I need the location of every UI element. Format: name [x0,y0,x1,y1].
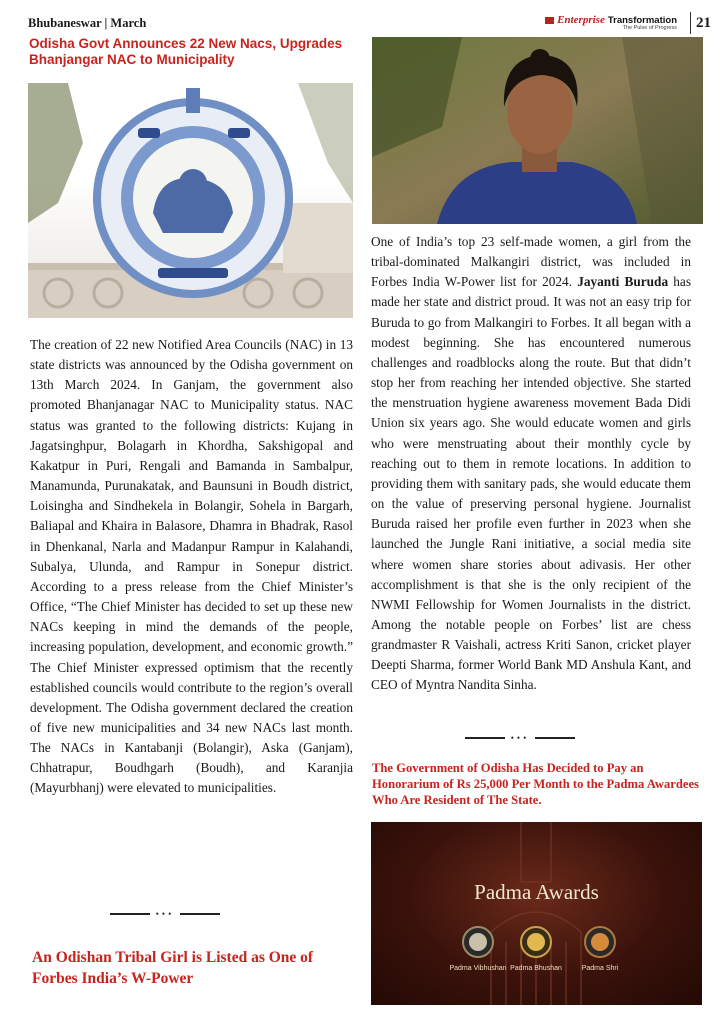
padma-awards-image [371,822,702,1005]
brand-name-italic: Enterprise [557,14,605,26]
article1-headline: Odisha Govt Announces 22 New Nacs, Upgrades Bhanjangar NAC to Municipality [29,36,343,67]
padma-title: Padma Awards [474,880,599,904]
separator-line [535,737,575,739]
padma-medals [463,927,615,957]
article1-body: The creation of 22 new Notified Area Councils (NAC) in 13 state districts was announced by the Odisha government on 13th March 2024. In Ganjam, the government also promoted Bhanjanagar NAC to Municipality status. NAC status was granted to the following districts: Kujang in Jagatsinghpur, Bolagarh in Khordha, Sakshigopal and Kakatpur in Puri, Rengali and Bamanda in Sambalpur, Manamunda, Purunakatak, and Baunsuni in Boudh district, Loisingha and Sindhekela in Bolangir, Sohela in Bargarh, Baliapal and Khaira in Balasore, Dhamra in Bhadrak, Rasol in Dhenkanal, Narla and Madanpur Rampur in Kalahandi, Subalya, Ulunda, and Rampur in Sonepur district. According to a press release from the Chief Minister’s Office, “The Chief Minister has decided to set up these new NACs keeping in mind the demands of the people, increasing population, development, and economic growth.” The Chief Minister expressed optimism that the recently established councils would contribute to the region’s overall development. The Odisha government declared the creation of five new municipalities and 34 new NACs last month. The NACs in Kantabanji (Bolangir), Aska (Ganjam), Chhatrapur, Boudhgarh (Boudh), and Karanjia (Mayurbhanj) were elevated to municipalities. [30,337,353,796]
page-number: 21 [690,12,711,34]
article2-headline: An Odishan Tribal Girl is Listed as One of Forbes India’s W-Power [32,949,314,987]
brand-name-bold: Transformation [607,14,677,26]
article2-person-name: Jayanti Buruda [577,274,669,290]
medal-label-shri: Padma Shri [581,965,619,972]
article3-headline: The Government of Odisha Has Decided to Pay an Honorarium of Rs 25,000 Per Month to the Padma Awardees Who Are Resident of The State. [372,761,699,807]
separator-line [465,737,505,739]
brand-mark-icon [545,17,554,24]
article2-body [371,232,691,696]
portrait-illustration [372,37,703,224]
odisha-emblem-illustration [28,83,353,318]
separator-dots: ••• [155,909,175,919]
article2-body-part1: One of India’s top 23 self-made women, a girl from the tribal-dominated Malkangiri district, was included in Forbes India W-Power list for 2024. [371,234,691,290]
separator [455,733,585,743]
separator [100,909,230,919]
separator-line [110,913,150,915]
odisha-emblem-image [28,83,353,318]
medal-label-vibhushan: Padma Vibhushan [449,965,507,972]
separator-line [180,913,220,915]
brand-logo [545,14,677,31]
padma-background-illustration [371,822,702,1005]
jayanti-buruda-photo [372,37,703,224]
article2-body-part2: has made her state and district proud. It was not an easy trip for Buruda to go from Malkangiri to Forbes. It all began with a modest beginning. She has encountered numerous challenges and roadblocks along the route. But that didn’t stop her from reaching her intended objective. She started the menstruation hygiene awareness movement Bada Didi Union six years ago. She would educate women and girls who were menstruating about their monthly cycle by reaching out to them in remote locations. In addition to providing them with sanitary pads, she would educate them on the value of preserving personal hygiene. Journalist Buruda raised her profile even further in 2023 when she launched the Jungle Rani initiative, a social media site where women share stories about adivasis. Her other accomplishment is that she is the only recipient of the NWMI Fellowship for Women Journalists in the district. Among the notable people on Forbes’ list are chess grandmaster R Vaishali, actress Kriti Sanon, cricket player Deepti Sharma, former World Bank MD Anshula Kant, and CEO of Myntra Nandita Sinha. [371,274,691,693]
medal-label-bhushan: Padma Bhushan [510,965,562,972]
separator-dots: ••• [510,733,530,743]
brand-tagline: The Pulse of Progress [622,25,677,31]
dateline: Bhubaneswar | March [28,16,147,30]
